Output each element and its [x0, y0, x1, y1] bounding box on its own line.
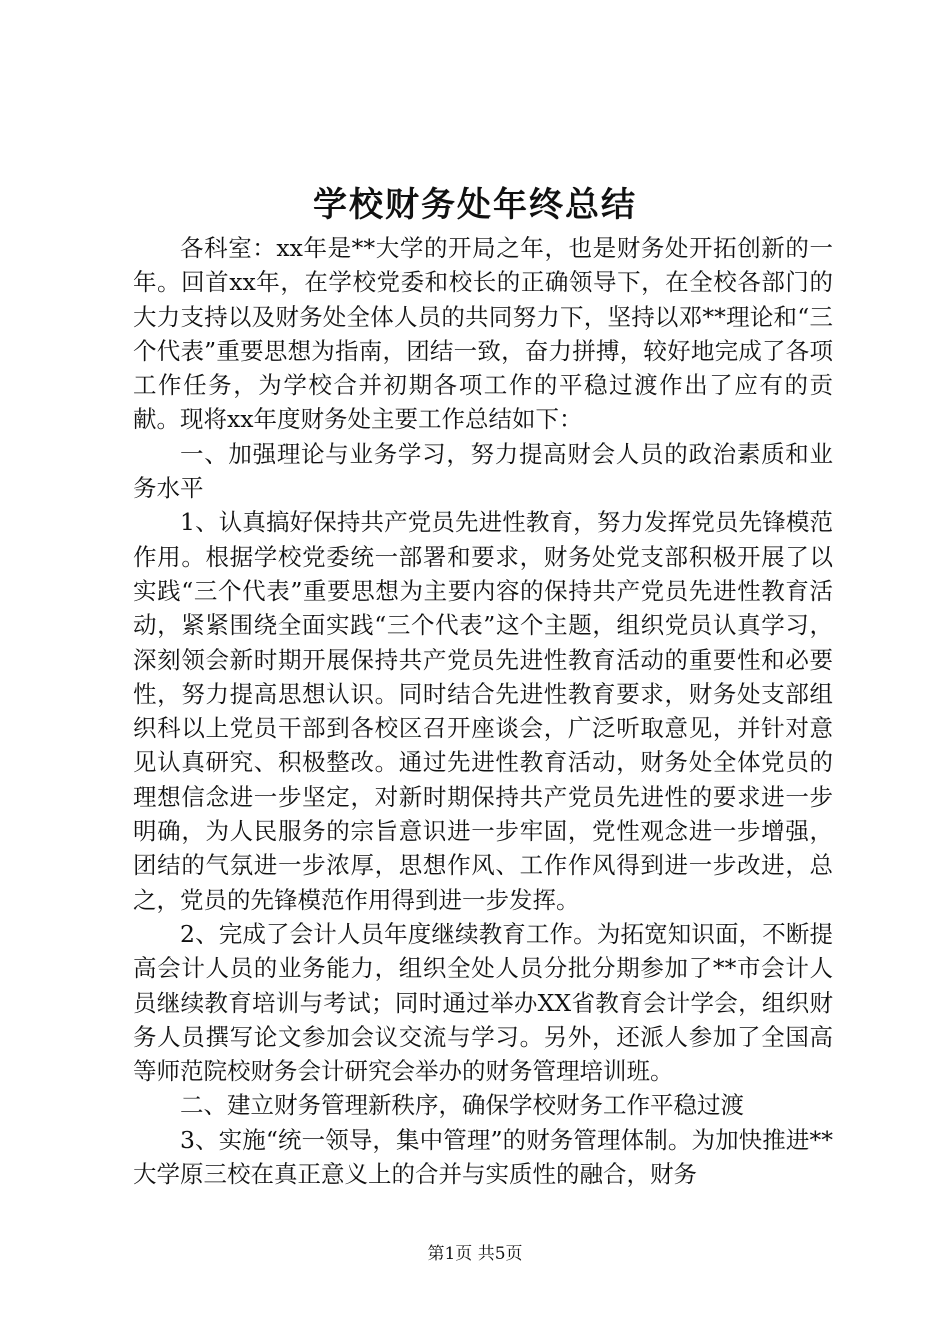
document-body [133, 231, 833, 1191]
section-heading-1: 一、加强理论与业务学习，努力提高财会人员的政治素质和业务水平 [133, 439, 833, 503]
section-heading-2: 二、建立财务管理新秩序，确保学校财务工作平稳过渡 [180, 1091, 744, 1120]
page-number-footer: 第1页 共5页 [427, 1244, 523, 1264]
paragraph-item-3: 3、实施“统一领导，集中管理”的财务管理体制。为加快推进**大学原三校在真正意义上的合并与实质性的融合，财务 [133, 1125, 833, 1189]
paragraph-item-2: 2、完成了会计人员年度继续教育工作。为拓宽知识面，不断提高会计人员的业务能力，组织全处人员分批分期参加了**市会计人员继续教育培训与考试；同时通过举办XX省教育会计学会，组织财务人员撰写论文参加会议交流与学习。另外，还派人参加了全国高等师范院校财务会计研究会举办的财务管理培训班。 [133, 919, 833, 1086]
paragraph-intro: 各科室：xx年是**大学的开局之年，也是财务处开拓创新的一年。回首xx年，在学校党委和校长的正确领导下，在全校各部门的大力支持以及财务处全体人员的共同努力下，坚持以邓**理论和“三个代表”重要思想为指南，团结一致，奋力拼搏，较好地完成了各项工作任务，为学校合并初期各项工作的平稳过渡作出了应有的贡献。现将xx年度财务处主要工作总结如下： [133, 234, 833, 434]
paragraph-item-1: 1、认真搞好保持共产党员先进性教育，努力发挥党员先锋模范作用。根据学校党委统一部署和要求，财务处党支部积极开展了以实践“三个代表”重要思想为主要内容的保持共产党员先进性教育活动，紧紧围绕全面实践“三个代表”这个主题，组织党员认真学习，深刻领会新时期开展保持共产党员先进性教育活动的重要性和必要性，努力提高思想认识。同时结合先进性教育要求，财务处支部组织科以上党员干部到各校区召开座谈会，广泛听取意见，并针对意见认真研究、积极整改。通过先进性教育活动，财务处全体党员的理想信念进一步坚定，对新时期保持共产党员先进性的要求进一步明确，为人民服务的宗旨意识进一步牢固，党性观念进一步增强，团结的气氛进一步浓厚，思想作风、工作作风得到进一步改进，总之，党员的先锋模范作用得到进一步发挥。 [133, 508, 833, 914]
document-title: 学校财务处年终总结 [313, 185, 637, 225]
